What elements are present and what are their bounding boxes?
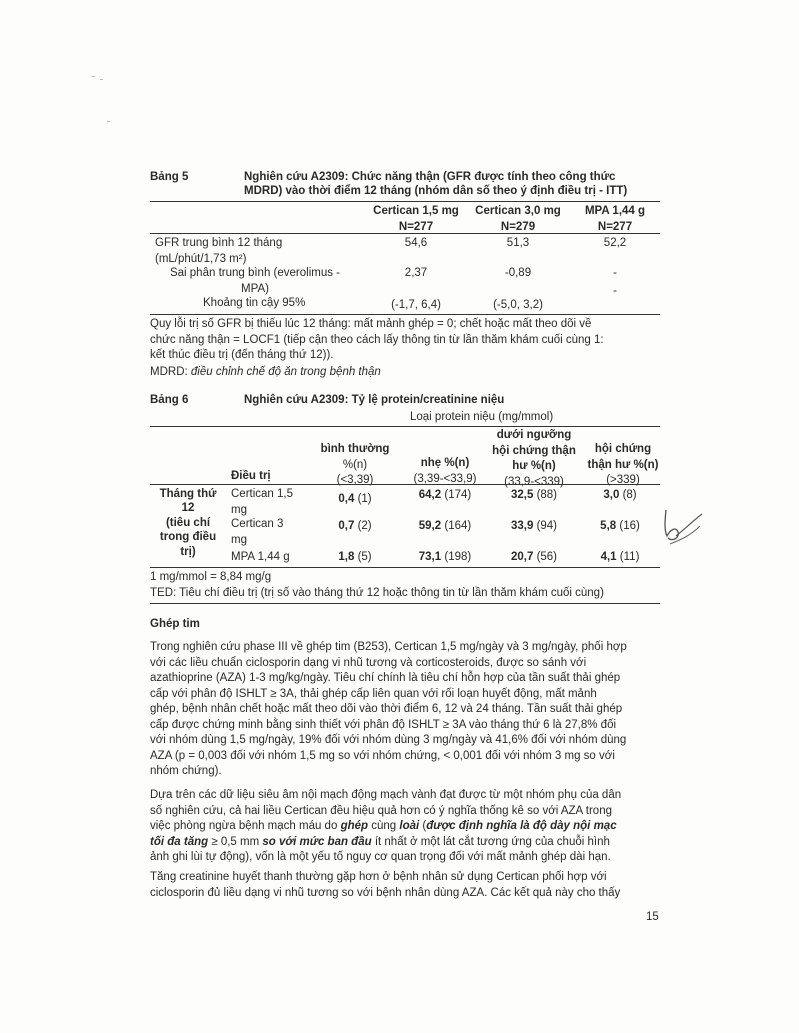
table5-title-line2: MDRD) vào thời điểm 12 tháng (nhóm dân số theo ý định điều trị - ITT) [244, 185, 628, 197]
row-label-line: MPA) [241, 282, 269, 295]
cell-n: (16) [619, 520, 640, 532]
table6-footnote-conversion: 1 mg/mmol = 8,84 mg/g [150, 571, 272, 583]
table5-footnote-imputation [150, 317, 660, 364]
table5-label: Bảng 5 [150, 171, 189, 183]
cell-n: (2) [357, 520, 372, 532]
group-line: trong điều [159, 531, 217, 544]
footnote-line: kết thúc điều trị (đến tháng thứ 12)). [150, 349, 334, 362]
paragraph-line: cấp được chứng minh bằng sinh thiết với phân độ ISHLT ≥ 3A vào tháng thứ 6 là 27,8% đối [150, 718, 617, 731]
table5-cell: (-5,0, 3,2) [493, 299, 543, 311]
text-run: cùng [368, 820, 400, 833]
paragraph-line: ghép, bệnh nhân chết hoặc mất theo dõi vào thời điểm 6, 12 và 24 tháng. Tần suất thải ghép [150, 703, 623, 716]
scan-speck [100, 79, 103, 80]
cell-n: (174) [444, 489, 472, 501]
table5-cell: - [613, 285, 617, 297]
table5-header-rule [150, 233, 660, 234]
table6-header-nephrotic [582, 442, 664, 489]
paragraph-line: với các liều chuẩn ciclosporin dạng vi nhũ tương và corticosteroids, được so sánh với [150, 656, 587, 669]
table6-footnote-ted: TED: Tiêu chí điều trị (trị số vào tháng thứ 12 hoặc thông tin từ lần thăm khám cuối cùng) [150, 587, 604, 599]
table5-cell: 52,2 [603, 237, 627, 249]
table5-cell: 54,6 [404, 237, 428, 249]
text-run: ít nhất ở một lát cắt tương ứng của chuỗi hình [371, 835, 610, 848]
text-run: ≥ 0,5 mm [208, 835, 263, 848]
cell-pct: 1,8 [338, 551, 355, 563]
header-line: thận hư %(n) [587, 458, 659, 471]
header-line: Certican 1,5 mg [373, 205, 459, 217]
page-number: 15 [646, 911, 659, 923]
treatment-line: Certican 3 [231, 518, 284, 530]
cell-pct: 0,4 [338, 493, 355, 505]
section-heading: Ghép tim [150, 618, 200, 630]
table6-cell [486, 550, 582, 566]
table6-header-mild [402, 456, 488, 487]
cell-pct: 4,1 [600, 551, 617, 563]
text-run: so với mức ban đầu [262, 835, 372, 848]
cell-n: (198) [444, 551, 472, 563]
table6-bottom-rule [150, 567, 660, 568]
header-line: Certican 3,0 mg [475, 205, 561, 217]
table6-row-treatment: MPA 1,44 g [231, 551, 290, 563]
table5-row-gfr-label [155, 236, 282, 267]
paragraph-line [150, 835, 660, 851]
paragraph-line: nhóm chứng). [150, 765, 222, 778]
row-label-line: Sai phân trung bình (everolimus - [169, 267, 341, 279]
header-line: (>339) [606, 474, 640, 487]
handwritten-initials [656, 506, 706, 548]
paragraph-line: Dựa trên các dữ liệu siêu âm nội mạch động mạch vành đạt được từ một nhóm phụ của dân [150, 789, 622, 801]
paragraph-line: Tăng creatinine huyết thanh thường gặp hơn ở bệnh nhân sử dụng Certican phối hợp với [150, 871, 607, 883]
cell-pct: 73,1 [418, 551, 442, 563]
table6-header-rule [150, 484, 660, 485]
table6-cell [308, 492, 402, 508]
header-line: hội chứng thận [492, 444, 576, 457]
table5-row-ci-label: Khoảng tin cậy 95% [203, 297, 306, 309]
cell-pct: 32,5 [510, 489, 534, 501]
cell-n: (94) [536, 520, 558, 532]
table5-header-certican-15 [364, 204, 468, 235]
table6-cell [582, 550, 658, 566]
footnote-prefix: MDRD: [150, 366, 188, 378]
footnote-line: Quy lỗi trị số GFR bị thiếu lúc 12 tháng: mất mảnh ghép = 0; chết hoặc mất theo dõi về [150, 318, 592, 330]
table6-header-normal [308, 442, 402, 489]
header-line: hư %(n) [512, 460, 556, 473]
row-label-line: GFR trung bình 12 tháng [155, 237, 283, 249]
cell-pct: 20,7 [510, 551, 534, 563]
table6-row-group-label [150, 487, 226, 559]
table6-row-treatment [231, 517, 283, 548]
table6-cell [582, 488, 658, 504]
table6-cell [308, 519, 402, 535]
header-line: N=277 [597, 220, 633, 233]
paragraph-line: cấp với phân độ ISHLT ≥ 3A, thải ghép cấp liên quan với rối loạn huyết động, mất mảnh [150, 687, 597, 700]
table5-cell: (-1,7, 6,4) [391, 299, 441, 311]
cell-pct: 33,9 [510, 520, 534, 532]
paragraph-line: ciclosporin đủ liều dạng vi nhũ tương so với bệnh nhân dùng AZA. Các kết quả này cho thấy [150, 886, 621, 899]
table6-title: Nghiên cứu A2309: Tỷ lệ protein/creatinine niệu [244, 394, 505, 406]
table6-cell [486, 519, 582, 535]
text-run: ghép [340, 820, 369, 833]
table6-top-rule [150, 426, 660, 427]
header-line: (<3,39) [336, 474, 374, 487]
paragraph-creatinine [150, 870, 660, 901]
scan-speck [92, 76, 95, 77]
paragraph-line: Trong nghiên cứu phase III về ghép tim (B253), Certican 1,5 mg/ngày và 3 mg/ngày, phối hợp [150, 641, 627, 653]
table5-footnote-mdrd [150, 365, 381, 381]
header-line: bình thường [320, 443, 390, 455]
header-line: (3,39-<33,9) [413, 472, 477, 485]
header-line: %(n) [342, 458, 368, 471]
footnote-text: điều chỉnh chế độ ăn trong bệnh thận [190, 366, 381, 378]
scan-speck [107, 121, 110, 122]
table5-row-diff-label [162, 266, 348, 297]
table6-label: Bảng 6 [150, 394, 189, 406]
text-run: ( [419, 820, 427, 833]
paragraph-line: azathioprine (AZA) 1-3 mg/kg/ngày. Tiêu chí chính là tiêu chí hỗn hợp của tần suất thải ghép [150, 672, 621, 685]
header-line: nhẹ %(n) [420, 457, 470, 469]
cell-pct: 64,2 [418, 489, 442, 501]
paragraph-line: AZA (p = 0,003 đối với nhóm 1,5 mg so với nhóm chứng, < 0,001 đối với nhóm 3 mg so với [150, 749, 615, 762]
treatment-line: Certican 1,5 [231, 488, 294, 500]
cell-pct: 0,7 [338, 520, 355, 532]
table6-header-treatment: Điều trị [231, 470, 271, 482]
cell-n: (1) [357, 493, 372, 505]
table5-cell: - [613, 267, 617, 279]
table6-cell [582, 519, 658, 535]
cell-n: (8) [622, 489, 637, 501]
paragraph-line [150, 819, 660, 835]
group-line: (tiêu chí [165, 516, 211, 529]
paragraph-line: với nhóm dùng 1,5 mg/ngày, 19% đối với nhóm dùng 3 mg/ngày và 41,6% đối với nhóm dùng [150, 734, 627, 747]
paragraph-ivus [150, 788, 660, 866]
paragraph-line: số nghiên cứu, cả hai liều Certican đều hiệu quả hơn có ý nghĩa thống kê so với AZA trong [150, 804, 612, 817]
text-run: tối đa tăng [150, 835, 209, 848]
table5-cell: 51,3 [506, 237, 530, 249]
table5-top-rule [150, 201, 660, 202]
table6-cell [402, 488, 488, 504]
table6-footnote-rule [150, 603, 660, 604]
cell-n: (56) [536, 551, 558, 563]
header-line: N=279 [500, 220, 536, 233]
group-line: 12 [181, 502, 195, 515]
table6-row-treatment [231, 487, 293, 518]
text-run: được định nghĩa là độ dày nội mạc [426, 820, 617, 833]
row-label-line: (mL/phút/1,73 m²) [155, 252, 247, 265]
group-line: trị) [180, 545, 196, 558]
cell-pct: 3,0 [603, 489, 620, 501]
table6-cell [486, 488, 582, 504]
header-line: N=277 [398, 220, 434, 233]
paragraph-line: ảnh ghi lùi tự động), vốn là một yếu tố nguy cơ quan trọng đối với mất mảnh ghép dài hạn. [150, 851, 611, 864]
table5-header-certican-30 [468, 204, 568, 235]
table5-title-line1: Nghiên cứu A2309: Chức năng thận (GFR được tính theo công thức [244, 171, 616, 183]
table5-bottom-rule [150, 314, 660, 315]
table6-cell [402, 519, 488, 535]
header-line: (33,9-<339) [504, 475, 564, 488]
header-line: dưới ngưỡng [496, 429, 572, 441]
table6-group-header: Loại protein niệu (mg/mmol) [410, 411, 554, 423]
text-run: loài [399, 820, 420, 833]
header-line: MPA 1,44 g [584, 205, 646, 217]
table6-header-subnephrotic [486, 428, 582, 490]
paragraph-heart-transplant [150, 640, 660, 780]
cell-n: (11) [619, 551, 640, 563]
group-line: Tháng thứ [159, 488, 217, 500]
table6-cell [402, 550, 488, 566]
text-run: việc phòng ngừa bệnh mạch máu do [150, 820, 341, 833]
treatment-line: mg [231, 503, 247, 516]
table5-cell: -0,89 [504, 267, 532, 279]
cell-pct: 59,2 [418, 520, 442, 532]
cell-n: (88) [536, 489, 558, 501]
table6-cell [308, 550, 402, 566]
cell-n: (164) [444, 520, 472, 532]
cell-n: (5) [357, 551, 372, 563]
header-line: hội chứng [594, 443, 652, 455]
table5-cell: 2,37 [404, 267, 428, 279]
treatment-line: mg [231, 533, 247, 546]
footnote-line: chức năng thận = LOCF1 (tiếp cận theo cách lấy thông tin từ lần thăm khám cuối cùng 1: [150, 333, 604, 346]
table5-header-mpa [570, 204, 660, 235]
cell-pct: 5,8 [600, 520, 617, 532]
